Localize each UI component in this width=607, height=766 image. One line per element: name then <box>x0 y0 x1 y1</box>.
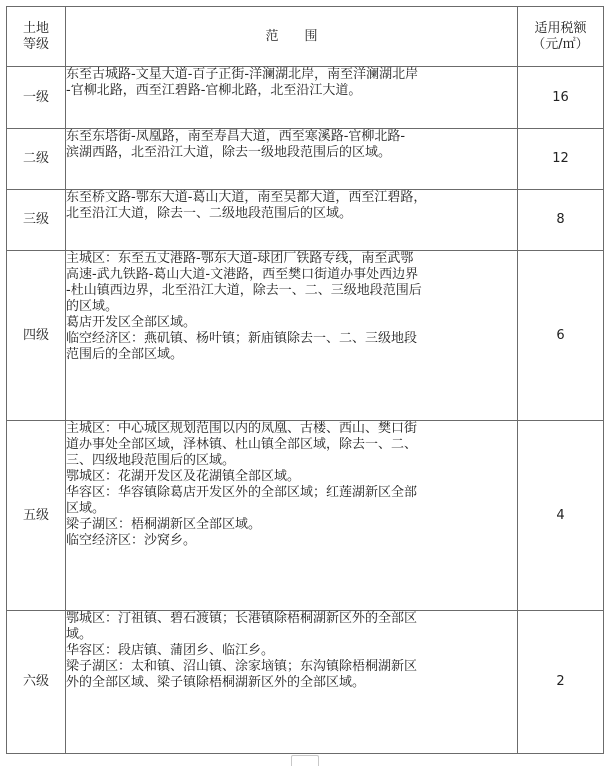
header-land-grade <box>7 7 66 67</box>
header-range-part1: 范 <box>265 28 279 44</box>
range-line: 滨湖西路，北至沿江大道，除去一级地段范围后的区域。 <box>66 145 392 160</box>
range-line: 的区域。 <box>66 299 119 314</box>
header-rate-line2: （元/㎡） <box>532 36 589 52</box>
tax-rate-cell: 6 <box>518 251 604 421</box>
range-line: 华容区：华容镇除葛店开发区外的全部区域；红莲湖新区全部 <box>66 485 418 500</box>
range-line: 主城区：中心城区规划范围以内的凤凰、古楼、西山、樊口街 <box>66 421 418 436</box>
range-line: 东至东塔街-凤凰路，南至寿昌大道，西至寒溪路-官柳北路- <box>66 129 406 144</box>
table-row <box>7 129 604 190</box>
range-line: 鄂城区：汀祖镇、碧石渡镇；长港镇除梧桐湖新区外的全部区 <box>66 611 418 626</box>
range-line: -官柳北路，西至江碧路-官柳北路，北至沿江大道。 <box>66 83 362 98</box>
range-cell <box>66 190 518 251</box>
range-line: 临空经济区：沙窝乡。 <box>66 533 197 548</box>
range-line: 梁子湖区：太和镇、沼山镇、涂家垴镇；东沟镇除梧桐湖新区 <box>66 659 418 674</box>
range-line: 外的全部区域、梁子镇除梧桐湖新区外的全部区域。 <box>66 675 366 690</box>
tax-rate-cell: 12 <box>518 129 604 190</box>
range-cell <box>66 611 518 754</box>
tax-rate-cell: 4 <box>518 421 604 611</box>
grade-cell: 二级 <box>7 129 66 190</box>
header-range-part2: 围 <box>304 28 318 44</box>
range-line: 鄂城区：花湖开发区及花湖镇全部区域。 <box>66 469 301 484</box>
range-line: 东至古城路-文星大道-百子正街-洋澜湖北岸，南至洋澜湖北岸 <box>66 67 419 82</box>
header-tax-rate <box>518 7 604 67</box>
tax-rate-cell: 16 <box>518 67 604 129</box>
page-indicator[interactable] <box>291 755 319 766</box>
header-grade-line2: 等级 <box>22 36 49 52</box>
range-line: 主城区：东至五丈港路-鄂东大道-球团厂铁路专线，南至武鄂 <box>66 251 414 266</box>
header-range <box>66 7 518 67</box>
range-line: -杜山镇西边界，北至沿江大道，除去一、二、三级地段范围后 <box>66 283 422 298</box>
range-cell <box>66 129 518 190</box>
grade-cell: 一级 <box>7 67 66 129</box>
range-cell <box>66 421 518 611</box>
range-line: 范围后的全部区域。 <box>66 347 184 362</box>
range-line: 梁子湖区：梧桐湖新区全部区域。 <box>66 517 262 532</box>
header-rate-line1: 适用税额 <box>534 20 587 36</box>
range-line: 东至桥文路-鄂东大道-葛山大道，南至吴都大道，西至江碧路， <box>66 190 427 205</box>
grade-cell: 六级 <box>7 611 66 754</box>
range-line: 域。 <box>66 627 93 642</box>
grade-cell: 五级 <box>7 421 66 611</box>
range-line: 三、四级地段范围后的区域。 <box>66 453 236 468</box>
grade-cell: 四级 <box>7 251 66 421</box>
table-row <box>7 251 604 421</box>
tax-rate-cell: 2 <box>518 611 604 754</box>
tax-rate-cell: 8 <box>518 190 604 251</box>
table-row <box>7 67 604 129</box>
grade-cell: 三级 <box>7 190 66 251</box>
range-cell <box>66 251 518 421</box>
range-line: 华容区：段店镇、蒲团乡、临江乡。 <box>66 643 275 658</box>
table-row <box>7 611 604 754</box>
range-line: 葛店开发区全部区域。 <box>66 315 197 330</box>
header-row <box>7 7 604 67</box>
range-line: 道办事处全部区域，泽林镇、杜山镇全部区域，除去一、二、 <box>66 437 418 452</box>
land-tax-table <box>6 6 604 754</box>
range-cell <box>66 67 518 129</box>
range-line: 区域。 <box>66 501 106 516</box>
table-row <box>7 190 604 251</box>
range-line: 临空经济区：燕矶镇、杨叶镇；新庙镇除去一、二、三级地段 <box>66 331 418 346</box>
table-row <box>7 421 604 611</box>
range-line: 北至沿江大道，除去一、二级地段范围后的区域。 <box>66 206 353 221</box>
range-line: 高速-武九铁路-葛山大道-文港路，西至樊口街道办事处西边界 <box>66 267 419 282</box>
header-grade-line1: 土地 <box>22 20 49 36</box>
